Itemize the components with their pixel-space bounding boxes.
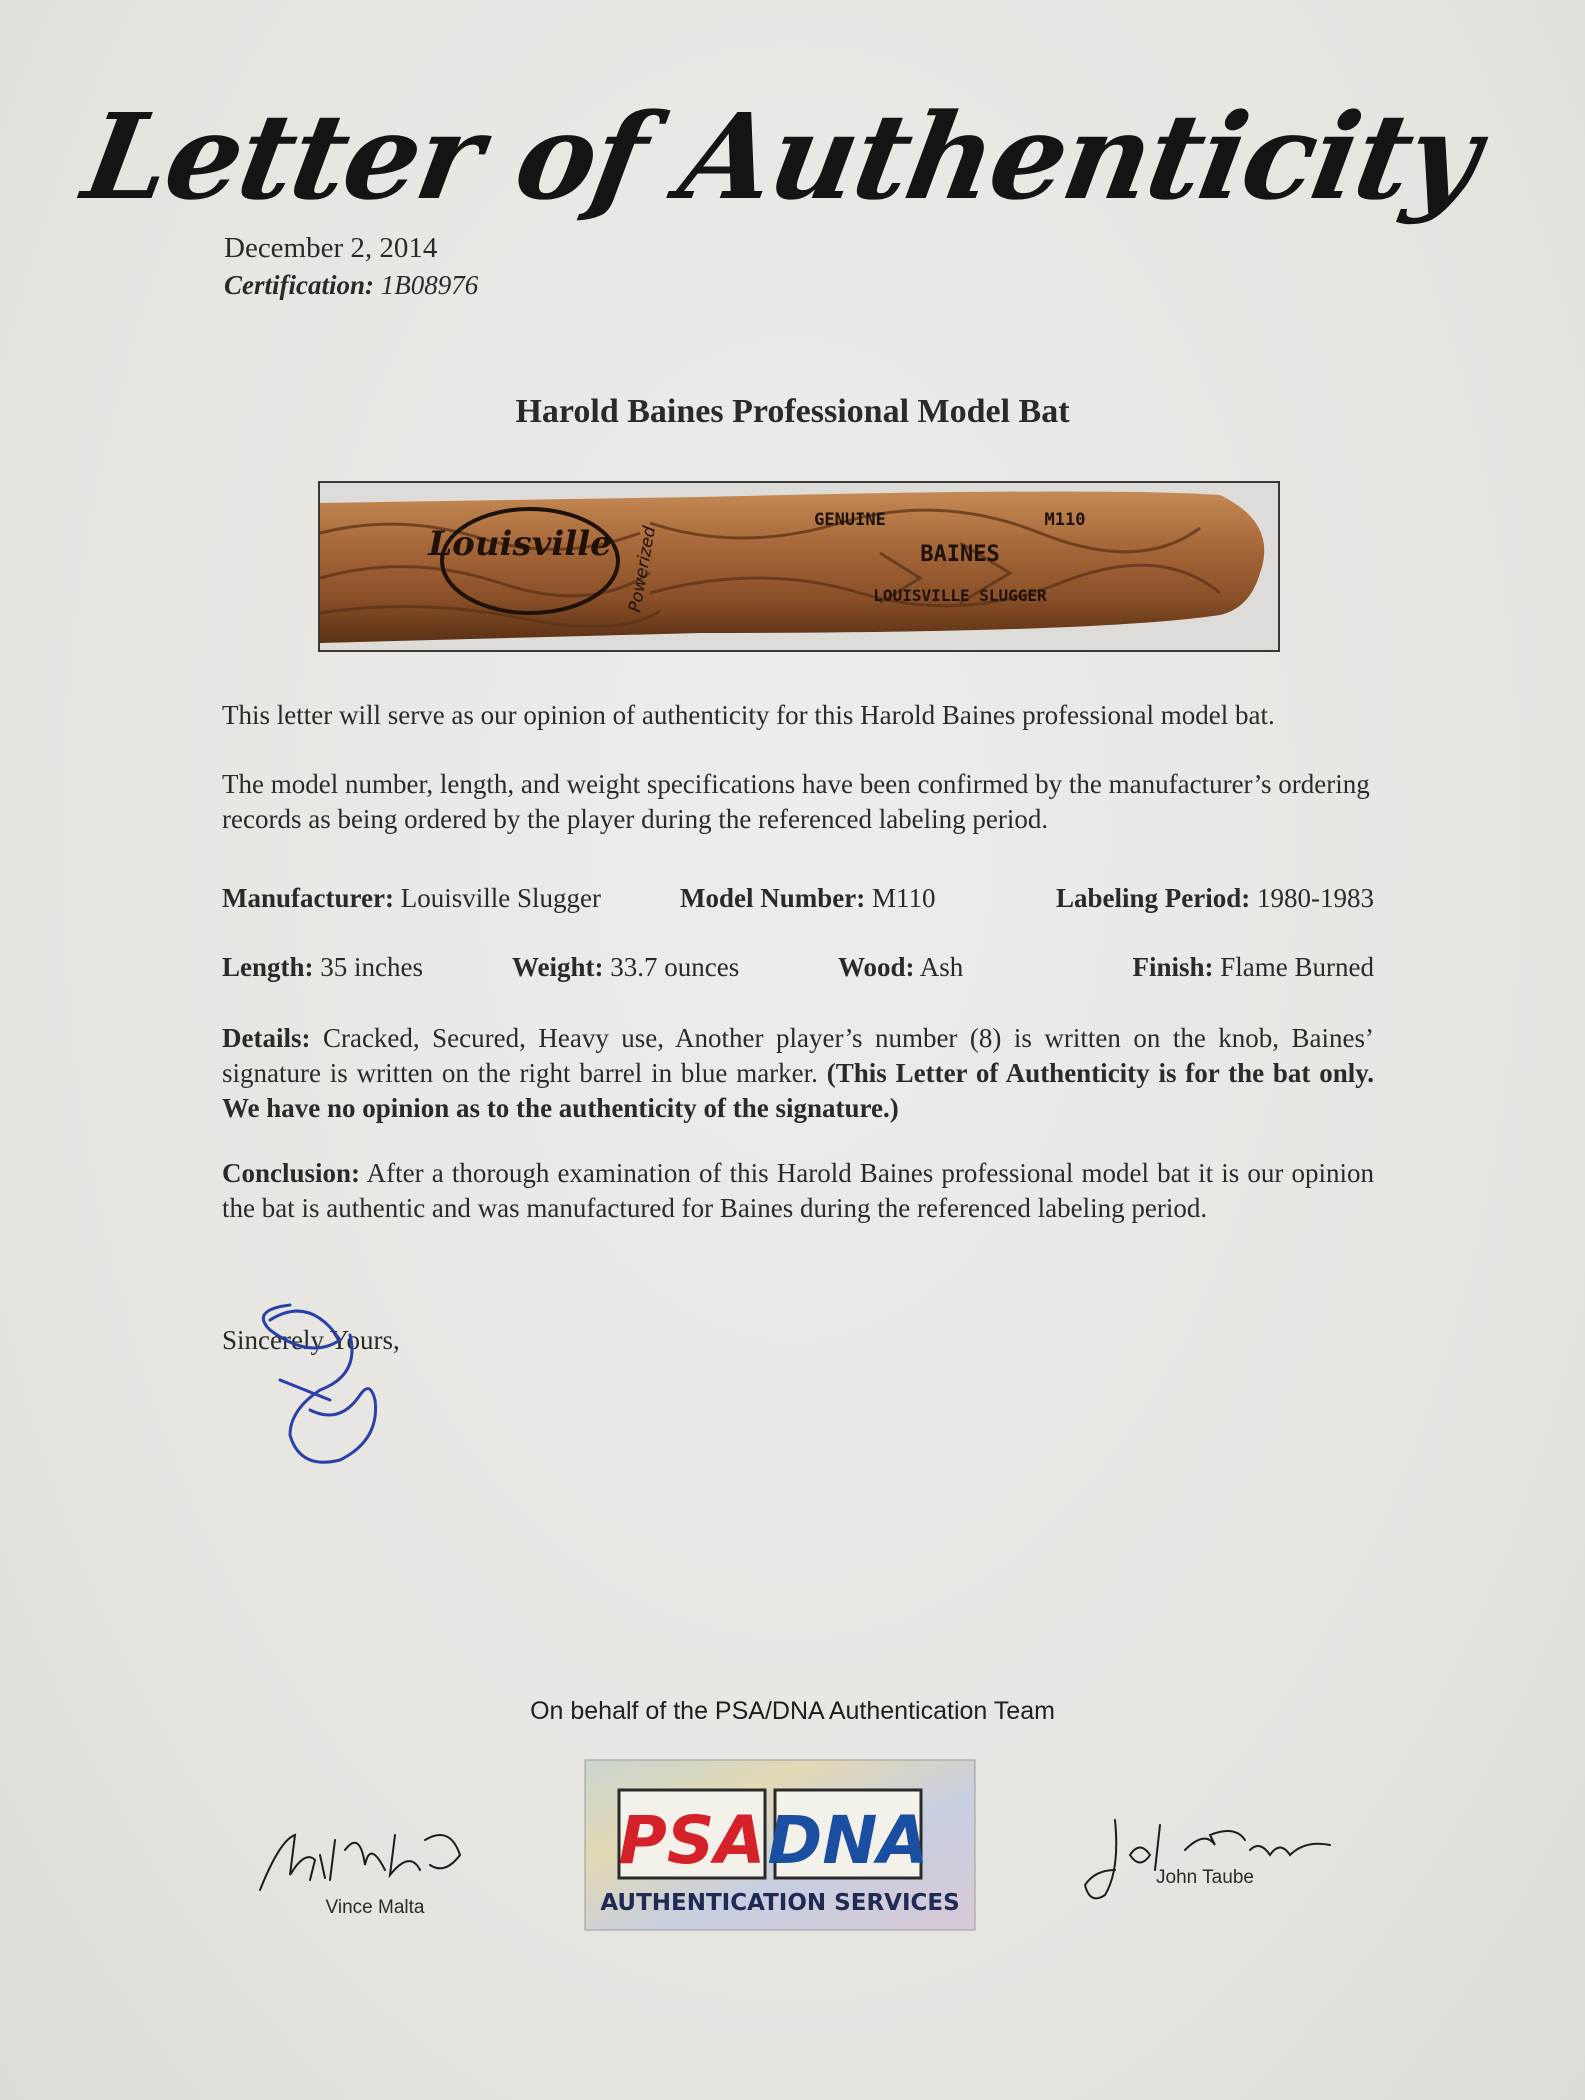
closing-salutation: Sincerely Yours, — [222, 1325, 400, 1355]
bat-stamp-model: M110 — [1044, 510, 1086, 530]
spec-labeling-label: Labeling Period: — [1056, 883, 1251, 913]
bat-photo — [318, 481, 1280, 652]
spec-model-value: M110 — [871, 883, 936, 913]
spec-wood-label: Wood: — [838, 952, 915, 982]
spec-finish-label: Finish: — [1132, 952, 1214, 982]
psa-logo-text: PSA — [618, 1802, 766, 1879]
bat-brand-text: Louisville — [428, 524, 612, 564]
letter-date: December 2, 2014 — [224, 232, 438, 264]
spec-weight-label: Weight: — [512, 952, 604, 982]
certification-line — [224, 270, 478, 301]
spec-finish — [1132, 952, 1374, 983]
details-label: Details: — [222, 1023, 311, 1053]
spec-row-2 — [222, 952, 1374, 988]
authenticator-signature — [250, 1300, 410, 1480]
details-text: Cracked, Secured, Heavy use, Another player’s number (8) is written on the knob, Baines’ signature is written on the right barrel in blue marker. — [222, 1023, 1374, 1088]
spec-model — [680, 883, 935, 914]
spec-row-1 — [222, 883, 1374, 919]
conclusion-text: After a thorough examination of this Harold Baines professional model bat it is our opinion the bat is authentic and was manufactured for Baines during the referenced labeling period. — [222, 1158, 1374, 1223]
letter-title-text: Letter of Authenticity — [74, 87, 1489, 227]
spec-weight-value: 33.7 ounces — [610, 952, 740, 982]
bat-stamp-player: BAINES — [920, 542, 1000, 567]
spec-model-label: Model Number: — [680, 883, 866, 913]
bat-stamp-maker: LOUISVILLE SLUGGER — [873, 586, 1047, 605]
paragraph-specs-confirmed: The model number, length, and weight specifications have been confirmed by the manufacturer’s ordering records as being ordered by the player during the referenced labeling period. — [222, 769, 1370, 834]
spec-labeling-value: 1980-1983 — [1257, 883, 1374, 913]
spec-manufacturer-value: Louisville Slugger — [400, 883, 601, 913]
conclusion-label: Conclusion: — [222, 1158, 361, 1188]
team-line: On behalf of the PSA/DNA Authentication Team — [530, 1697, 1055, 1725]
spec-labeling-period — [1056, 883, 1374, 914]
dna-logo-text: DNA — [767, 1802, 929, 1879]
spec-wood — [838, 952, 963, 983]
spec-finish-value: Flame Burned — [1220, 952, 1374, 982]
spec-wood-value: Ash — [919, 952, 964, 982]
certification-label: Certification: — [224, 270, 374, 300]
details-disclaimer: (This Letter of Authenticity is for the bat only. We have no opinion as to the authenticity of the signature.) — [222, 1058, 1375, 1123]
spec-length-label: Length: — [222, 952, 314, 982]
certification-number: 1B08976 — [380, 270, 479, 300]
spec-length-value: 35 inches — [320, 952, 423, 982]
item-title: Harold Baines Professional Model Bat — [515, 393, 1070, 430]
letter-title — [74, 80, 1489, 250]
spec-weight — [512, 952, 739, 983]
details-paragraph — [222, 1021, 1374, 1126]
john-taube-name: John Taube — [1156, 1867, 1254, 1888]
vince-malta-name: Vince Malta — [325, 1897, 425, 1918]
bat-side-text: Powerized — [625, 524, 661, 614]
spec-length — [222, 952, 423, 983]
vince-malta-signature — [250, 1820, 500, 1900]
spec-manufacturer — [222, 883, 601, 914]
spec-manufacturer-label: Manufacturer: — [222, 883, 394, 913]
conclusion-paragraph — [222, 1156, 1374, 1226]
logo-subtitle: AUTHENTICATION SERVICES — [600, 1890, 960, 1916]
bat-stamp-genuine: GENUINE — [814, 510, 886, 530]
psa-dna-logo — [585, 1760, 975, 1930]
paragraph-opinion: This letter will serve as our opinion of authenticity for this Harold Baines professional model bat. — [222, 700, 1275, 730]
john-taube-signature — [1075, 1810, 1345, 1910]
